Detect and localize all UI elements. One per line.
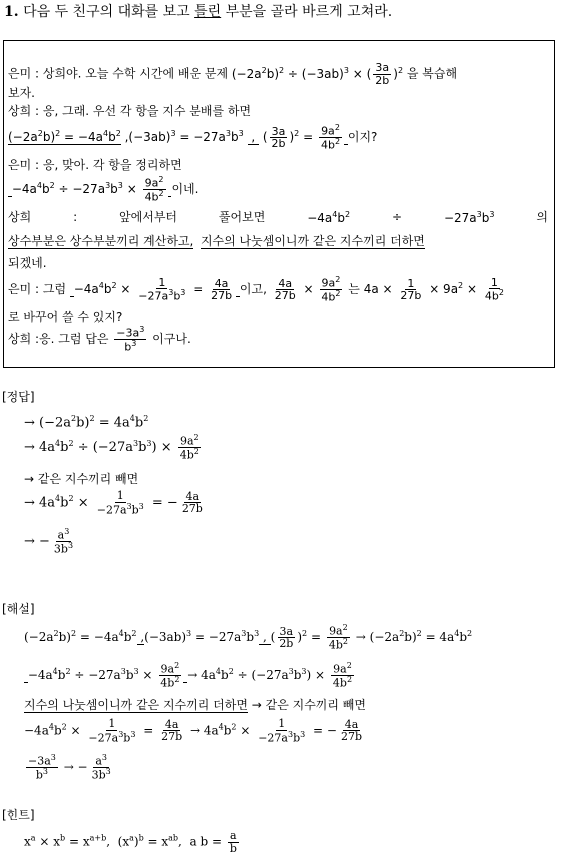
question-number: 1. bbox=[4, 4, 19, 20]
answer-item-3: → 같은 지수끼리 빼면 bbox=[24, 472, 139, 486]
dialogue-line-1: 은미 : 상희야. 오늘 수학 시간에 배운 문제 $(-2a^2b)^2 \div (-3ab)^3$ × ( $\frac{3a}{2b}$ )$^2$ 을 복습해 bbox=[8, 61, 458, 87]
explanation-row-4: $-4a^4b^2$ × $\frac{1}{-27a^3b^3}$ = $\frac{4a}{27b}$ → $4a^4b^2$ × $\frac{1}{-27a^3b^3}$ = − $\frac{4a}{27b}$ bbox=[24, 717, 363, 745]
answer-item-2: → $4a^4b^2 \div (-27a^3b^3)$ × $\frac{9a^2}{4b^2}$ bbox=[24, 433, 199, 462]
dialogue-line-11: 로 바꾸어 쓸 수 있지? bbox=[8, 310, 123, 324]
dialogue-line-2: 보자. bbox=[8, 86, 35, 100]
hint-heading: [힌트] bbox=[2, 808, 35, 822]
question-text-end: 부분을 골라 바르게 고쳐라. bbox=[225, 4, 393, 20]
answer-heading: [정답] bbox=[2, 390, 35, 404]
question-title bbox=[4, 4, 392, 22]
dialogue-line-4: $(-2a^2b)^2 = -4a^4b^2$ $,(-3ab)^3 = -27a^3b^3$ , ( $\frac{3a}{2b}$ )$^2$ = $\frac{9a^2}{4b^2}$ 이지? bbox=[8, 123, 378, 152]
explanation-row-2: $-4a^4b^2 \div -27a^3b^3$ × $\frac{9a^2}{4b^2}$ → $4a^4b^2 \div (-27a^3b^3)$ × $\frac{9a^2}{4b^2}$ bbox=[24, 662, 356, 689]
dialogue-line-9: 되겠네. bbox=[8, 256, 47, 270]
question-underlined-word: 틀린 bbox=[194, 4, 222, 20]
dialogue-line-3: 상희 : 응, 그래. 우선 각 항을 지수 분배를 하면 bbox=[8, 104, 252, 118]
answer-item-5: → − $\frac{a^3}{3b^3}$ bbox=[24, 527, 74, 556]
hint-formula: $x^a \times x^b = x^{a+b}$, $(x^a)^b = x^{ab}$, a b = $\frac{a}{b}$ bbox=[24, 829, 237, 855]
dialogue-line-6: $-4a^4b^2 \div -27a^3b^3$ × $\frac{9a^2}{4b^2}$ 이네. bbox=[8, 176, 198, 203]
explanation-row-5: $\frac{-3a^3}{b^3}$ → − $\frac{a^3}{3b^3}$ bbox=[28, 753, 111, 782]
dialogue-line-8: 상수부분은 상수부분끼리 계산하고, 지수의 나눗셈이니까 같은 지수끼리 더하면 bbox=[8, 234, 425, 248]
explanation-heading: [해설] bbox=[2, 602, 35, 616]
dialogue-line-1-math: $(-2a^2b)^2 \div (-3ab)^3$ × ( $\frac{3a}{2b}$ )$^2$ bbox=[231, 61, 404, 87]
dialogue-line-5: 은미 : 응, 맞아. 각 항을 정리하면 bbox=[8, 158, 182, 172]
answer-item-1: → $(-2a^2b)^2 = 4a^4b^2$ bbox=[24, 414, 149, 431]
dialogue-line-12: 상희 :응. 그럼 답은 $\frac{-3a^3}{b^3}$ 이구나. bbox=[8, 325, 191, 354]
question-text-start: 다음 두 친구의 대화를 보고 bbox=[23, 4, 190, 20]
explanation-row-3: 지수의 나눗셈이니까 같은 지수끼리 더하면 → 같은 지수끼리 빼면 bbox=[24, 698, 366, 712]
dialogue-line-7: 상희 : 앞에서부터 풀어보면 $-4a^4b^2$ ÷ $-27a^3b^3$ 의 bbox=[8, 210, 548, 225]
dialogue-line-10: 은미 : 그럼 $-4a^4b^2$ × $\frac{1}{-27a^3b^3}$ = $\frac{4a}{27b}$ 이고, $\frac{4a}{27b}$ × $\frac{9a^2}{4b^2}$ 는 4a × $\frac{1}{27b}$ × $9a^2$ × $\frac{1}{4b^2}$ bbox=[8, 275, 504, 304]
explanation-row-1: $(-2a^2b)^2 = -4a^4b^2$ $,(-3ab)^3 = -27a^3b^3$ , ( $\frac{3a}{2b}$ )$^2$ = $\frac{9a^2}{4b^2}$ → $(-2a^2b)^2 = 4a^4b^2$ bbox=[24, 623, 473, 652]
answer-item-4: → $4a^4b^2$ × $\frac{1}{-27a^3b^3}$ = − $\frac{4a}{27b}$ bbox=[24, 489, 203, 517]
